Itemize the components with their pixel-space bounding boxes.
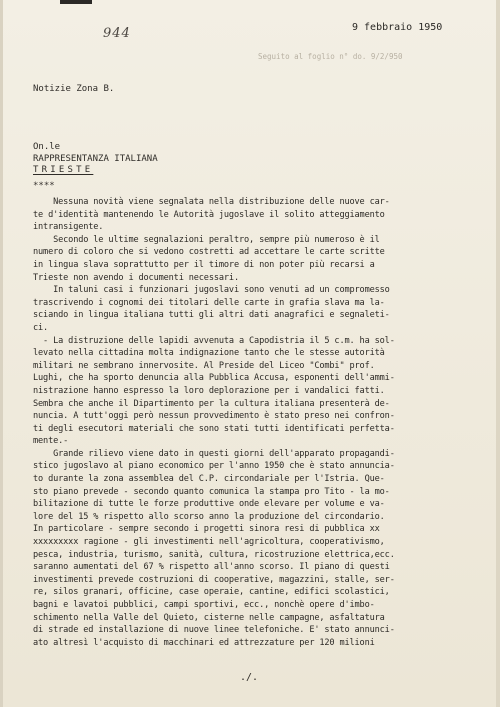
body-line: xxxxxxxxx ragione - gli investimenti nell'agricoltura, cooperativismo,: [33, 537, 385, 548]
body-line: ato altresì l'acquisto di macchinari ed attrezzature per 120 milioni: [33, 637, 375, 648]
body-line: levato nella cittadina molta indignazione tanto che le stesse autorità: [33, 348, 385, 359]
body-line: to durante la zona assemblea del C.P. circondariale per l'Istria. Que-: [33, 474, 385, 485]
document-date: 9 febbraio 1950: [352, 22, 443, 33]
body-line: sciando in lingua italiana tutti gli altri dati anagrafici e segnaleti-: [33, 310, 390, 321]
body-line: saranno aumentati del 67 % rispetto all'anno scorso. Il piano di questi: [33, 562, 390, 573]
body-line: stico jugoslavo al piano economico per l'anno 1950 che è stato annuncia-: [33, 461, 395, 472]
body-line: te d'identità mantenendo le Autorità jugoslave il solito atteggiamento: [33, 209, 385, 220]
address-city: TRIESTE: [33, 165, 94, 175]
page-left-edge: [0, 0, 3, 707]
top-ink-mark: [60, 0, 92, 4]
body-line: In taluni casi i funzionari jugoslavi sono venuti ad un compromesso: [33, 285, 390, 296]
body-line: numero di coloro che si vedono costretti ad accettare le carte scritte: [33, 247, 385, 258]
body-line: Grande rilievo viene dato in questi giorni dell'apparato propagandi-: [33, 448, 395, 459]
body-line: Lughi, che ha sporto denuncia alla Pubblica Accusa, esponenti dell'ammi-: [33, 373, 395, 384]
body-line: lore del 15 % rispetto allo scorso anno la produzione del circondario.: [33, 511, 385, 522]
body-line: nuncia. A tutt'oggi però nessun provvedimento è stato preso nei confron-: [33, 411, 395, 422]
body-line: bilitazione di tutte le forze produttive onde elevare per volume e va-: [33, 499, 385, 510]
faint-stamp-text: Seguito al foglio n° do. 9/2/950: [258, 52, 403, 61]
body-line: - La distruzione delle lapidi avvenuta a Capodistria il 5 c.m. ha sol-: [33, 335, 395, 346]
body-line: bagni e lavatoi pubblici, campi sportivi, ecc., nonchè opere d'imbo-: [33, 600, 375, 610]
body-line: mente.-: [33, 436, 69, 447]
body-line: Sembra che anche il Dipartimento per la cultura italiana presenterà de-: [33, 398, 390, 409]
body-line: schimento nella Valle del Quieto, cisterne nelle campagne, asfaltatura: [33, 612, 385, 623]
address-line-1: On.le: [33, 142, 61, 152]
body-line: militari ne sembrano innervosite. Al Preside del Liceo "Combi" prof.: [33, 360, 375, 371]
body-line: Nessuna novità viene segnalata nella distribuzione delle nuove car-: [33, 197, 390, 207]
body-line: re, silos granari, officine, case operaie, cantine, edifici scolastici,: [33, 587, 390, 598]
body-line: pesca, industria, turismo, sanità, cultura, ricostruzione elettrica,ecc.: [33, 549, 395, 560]
body-line: di strade ed installazione di nuove linee telefoniche. E' stato annunci-: [33, 625, 395, 636]
address-line-2: RAPPRESENTANZA ITALIANA: [33, 153, 158, 164]
body-line: In particolare - sempre secondo i progetti sinora resi di pubblica xx: [33, 524, 380, 535]
body-line: investimenti prevede costruzioni di cooperative, magazzini, stalle, ser-: [33, 574, 395, 585]
body-line: intransigente.: [33, 222, 104, 233]
continuation-mark: ./.: [240, 672, 259, 683]
separator: ****: [33, 181, 55, 191]
recipient-address: [33, 142, 158, 177]
document-heading: Notizie Zona B.: [33, 84, 115, 94]
body-line: sto piano prevede - secondo quanto comunica la stampa pro Tito - la mo-: [33, 486, 390, 497]
handwritten-number: 944: [103, 26, 131, 41]
body-line: ti degli esecutori materiali che sono stati tutti identificati perfetta-: [33, 423, 395, 434]
body-text: [33, 196, 483, 649]
body-line: nistrazione hanno espresso la loro deplorazione per i vandalici fatti.: [33, 385, 385, 396]
body-line: in lingua slava soprattutto per il timore di non poter più recarsi a: [33, 259, 375, 270]
body-line: Secondo le ultime segnalazioni peraltro, sempre più numeroso è il: [33, 234, 380, 245]
page-right-edge: [496, 0, 500, 707]
body-line: Trieste non avendo i documenti necessari.: [33, 272, 239, 283]
body-line: trascrivendo i cognomi dei titolari delle carte in grafia slava ma la-: [33, 297, 385, 308]
body-line: ci.: [33, 322, 49, 333]
